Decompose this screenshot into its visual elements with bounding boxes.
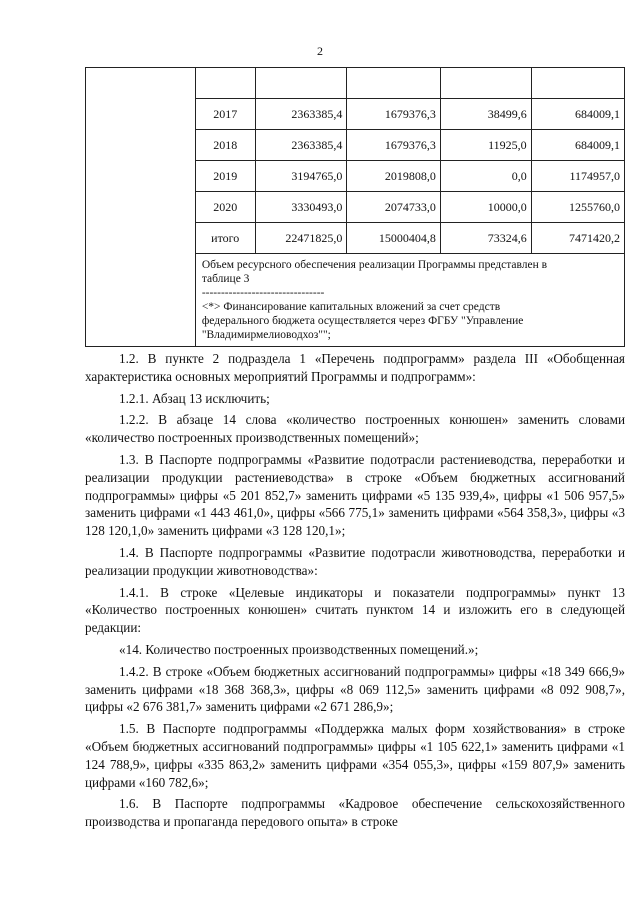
note-text: Объем ресурсного обеспечения реализации Программы представлен в (201, 259, 548, 271)
total-cell: 3194765,0 (255, 161, 347, 192)
year-cell: 2019 (195, 161, 255, 192)
budget-table (85, 67, 625, 347)
footnote-text: "Владимирмелиоводхоз""; (201, 329, 331, 341)
footnote-text: <*> Финансирование капитальных вложений за счет средств (201, 301, 501, 313)
value-cell: 10000,0 (440, 192, 531, 223)
note-text: таблице 3 (201, 273, 250, 285)
paragraph: 1.4. В Паспорте подпрограммы «Развитие подотрасли животноводства, переработки и реализации продукции животноводства»: (85, 544, 625, 578)
note-cell (195, 254, 624, 347)
total-cell: 2363385,4 (255, 99, 347, 130)
year-cell: 2018 (195, 130, 255, 161)
total-cell: 2363385,4 (255, 130, 347, 161)
total-cell: 3330493,0 (255, 192, 347, 223)
year-cell: 2017 (195, 99, 255, 130)
paragraph: 1.3. В Паспорте подпрограммы «Развитие подотрасли растениеводства, переработки и реализации продукции растениеводства» в строке «Объем бюджетных ассигнований подпрограммы» цифры «5 201 852,7» заменить цифрами «5 135 939,4», цифры «1 506 957,5» заменить цифрами «1 443 461,0», цифры «566 775,1» заменить цифрами «564 358,3», цифры «3 128 120,1,0» заменить цифрами «3 128 120,1»; (85, 451, 625, 539)
paragraph: 1.2.1. Абзац 13 исключить; (119, 390, 270, 406)
value-cell: 0,0 (440, 161, 531, 192)
paragraph: «14. Количество построенных производственных помещений.»; (119, 641, 479, 657)
paragraph: 1.5. В Паспорте подпрограммы «Поддержка малых форм хозяйствования» в строке «Объем бюджетных ассигнований подпрограммы» цифры «1 105 622,1» заменить цифрами «1 124 788,9», цифры «335 863,2» заменить цифрами «354 055,3», цифры «159 807,9» заменить цифрами «160 782,6»; (85, 721, 625, 790)
paragraph: 1.2. В пункте 2 подраздела 1 «Перечень подпрограмм» раздела III «Обобщенная характеристика основных мероприятий Программы и подпрограмм»: (85, 351, 625, 384)
value-cell: 2074733,0 (347, 192, 441, 223)
value-cell: 1679376,3 (347, 99, 441, 130)
paragraph: 1.4.2. В строке «Объем бюджетных ассигнований подпрограммы» цифры «18 349 666,9» заменить цифрами «18 368 368,3», цифры «8 069 112,5» заменить цифрами «8 092 908,7», цифры «2 676 381,7» заменить цифрами «2 671 286,9»; (85, 663, 625, 715)
value-cell: 1255760,0 (531, 192, 624, 223)
value-cell: 684009,1 (531, 99, 624, 130)
separator-line: -------------------------------- (201, 287, 325, 299)
left-label-cell (86, 68, 196, 347)
value-cell: 73324,6 (440, 223, 531, 254)
value-cell: 2019808,0 (347, 161, 441, 192)
page-number: 2 (317, 44, 323, 58)
value-cell: 1174957,0 (531, 161, 624, 192)
year-cell: 2020 (195, 192, 255, 223)
paragraph: 1.2.2. В абзаце 14 слова «количество построенных конюшен» заменить словами «количество построенных производственных помещений»; (85, 412, 625, 446)
value-cell: 15000404,8 (347, 223, 441, 254)
paragraph: 1.6. В Паспорте подпрограммы «Кадровое обеспечение сельскохозяйственного производства и пропаганда передового опыта» в строке (85, 796, 625, 830)
value-cell: 7471420,2 (531, 223, 624, 254)
table-row-empty-header (86, 68, 625, 99)
total-cell: 22471825,0 (255, 223, 347, 254)
value-cell: 11925,0 (440, 130, 531, 161)
value-cell: 38499,6 (440, 99, 531, 130)
year-cell: итого (195, 223, 255, 254)
document-body (85, 350, 625, 831)
footnote-text: федерального бюджета осуществляется через ФГБУ "Управление (201, 315, 524, 327)
value-cell: 1679376,3 (347, 130, 441, 161)
value-cell: 684009,1 (531, 130, 624, 161)
paragraph: 1.4.1. В строке «Целевые индикаторы и показатели подпрограммы» пункт 13 «Количество построенных конюшен» считать пунктом 14 и изложить его в следующей редакции: (85, 584, 625, 636)
